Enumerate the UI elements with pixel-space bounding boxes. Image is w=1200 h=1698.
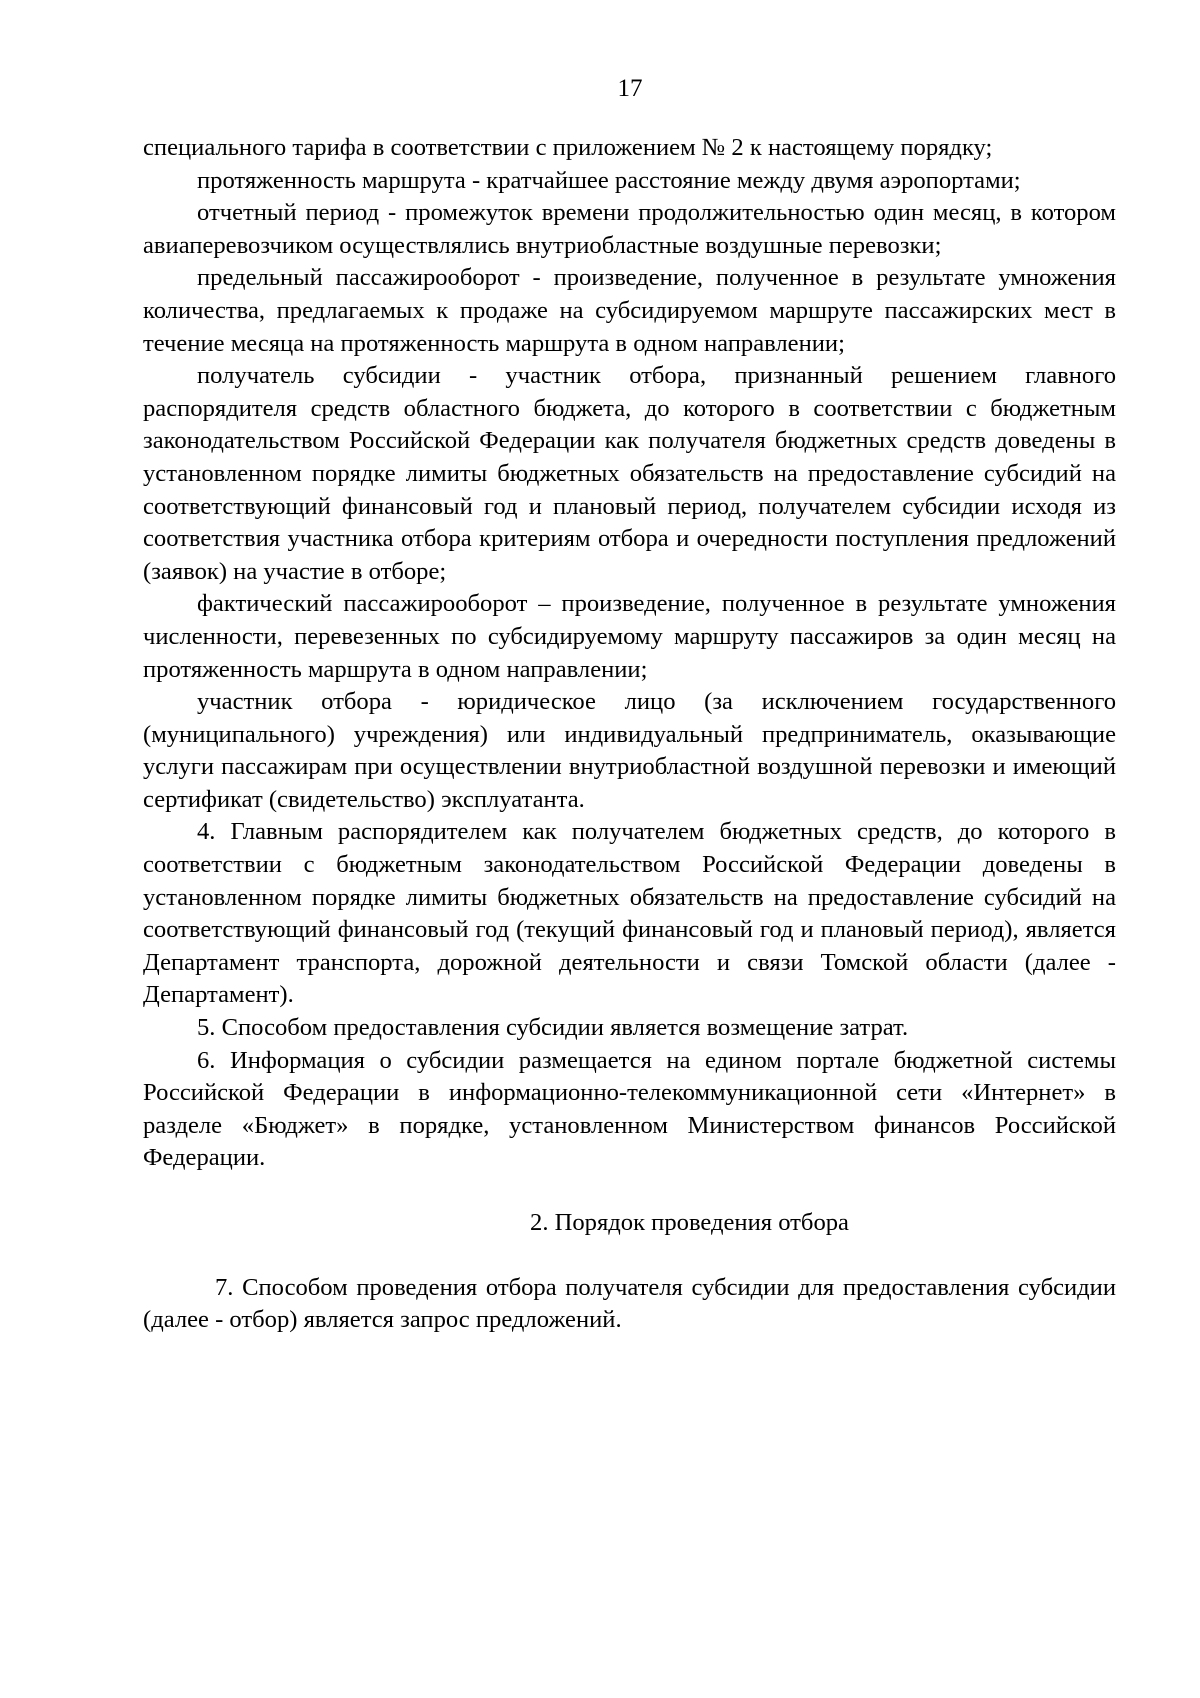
paragraph-continuation: специального тарифа в соответствии с приложением № 2 к настоящему порядку; [143,134,993,161]
paragraph-6: 6. Информация о субсидии размещается на едином портале бюджетной системы Российской Федерации в информационно-телекоммуникационной сети «Интернет» в разделе «Бюджет» в порядке, установленном Министерством финансов Российской Федерации. [143,1046,1116,1172]
section-heading: 2. Порядок проведения отбора [530,1209,849,1236]
paragraph-7: 7. Способом проведения отбора получателя субсидии для предоставления субсидии (далее - отбор) является запрос предложений. [143,1273,1116,1334]
document-body [143,132,1116,1337]
page-number: 17 [617,75,643,102]
definition-reporting-period: отчетный период - промежуток времени продолжительностью один месяц, в котором авиаперевозчиком осуществлялись внутриобластные воздушные перевозки; [143,199,1116,259]
definition-max-passenger-turnover: предельный пассажирооборот - произведение, полученное в результате умножения количества, предлагаемых к продаже на субсидируемом маршруте пассажирских мест в течение месяца на протяженность маршрута в одном направлении; [143,264,1116,357]
paragraph-4: 4. Главным распорядителем как получателем бюджетных средств, до которого в соответствии с бюджетным законодательством Российской Федерации доведены в установленном порядке лимиты бюджетных обязательств на предоставление субсидий на соответствующий финансовый год (текущий финансовый год и плановый период), является Департамент транспорта, дорожной деятельности и связи Томской области (далее - Департамент). [143,818,1116,1009]
definition-route-length: протяженность маршрута - кратчайшее расстояние между двумя аэропортами; [197,166,1021,194]
definition-subsidy-recipient: получатель субсидии - участник отбора, признанный решением главного распорядителя средств областного бюджета, до которого в соответствии с бюджетным законодательством Российской Федерации как получателя бюджетных средств доведены в установленном порядке лимиты бюджетных обязательств на предоставление субсидий на соответствующий финансовый год и плановый период, получателем субсидии исходя из соответствия участника отбора критериям отбора и очередности поступления предложений (заявок) на участие в отборе; [143,362,1116,585]
definition-actual-passenger-turnover: фактический пассажирооборот – произведение, полученное в результате умножения численности, перевезенных по субсидируемому маршруту пассажиров за один месяц на протяженность маршрута в одном направлении; [143,590,1116,683]
paragraph-5: 5. Способом предоставления субсидии является возмещение затрат. [197,1014,909,1042]
definition-selection-participant: участник отбора - юридическое лицо (за исключением государственного (муниципального) учреждения) или индивидуальный предприниматель, оказывающие услуги пассажирам при осуществлении внутриобластной воздушной перевозки и имеющий сертификат (свидетельство) эксплуатанта. [143,688,1116,813]
